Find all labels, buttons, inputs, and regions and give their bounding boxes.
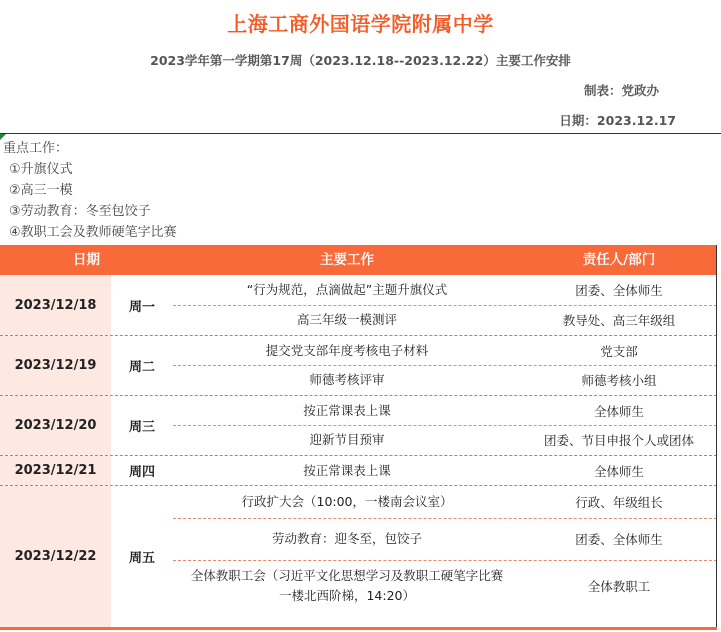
work-cell: “行为规范，点滴做起”主题升旗仪式	[246, 282, 448, 297]
focus-item: ①升旗仪式	[9, 162, 73, 177]
table-header	[0, 245, 717, 275]
work-cell: 师德考核评审	[309, 372, 385, 387]
date-cell: 2023/12/18	[0, 275, 111, 335]
resp-cell: 师德考核小组	[581, 373, 657, 388]
header-work: 主要工作	[320, 252, 374, 268]
weekday-cell: 周三	[128, 420, 155, 435]
resp-cell: 教导处、高三年级组	[562, 313, 676, 328]
weekday-cell: 周四	[128, 465, 155, 480]
page-subtitle: 2023学年第一学期第17周（2023.12.18--2023.12.22）主要工作安排	[150, 53, 571, 68]
date-label: 日期：2023.12.17	[559, 113, 676, 128]
focus-item: ③劳动教育：冬至包饺子	[9, 204, 151, 219]
resp-cell: 行政、年级组长	[575, 495, 663, 510]
weekday-cell: 周一	[128, 299, 155, 315]
focus-item: ②高三一模	[9, 183, 73, 198]
work-cell: 按正常课表上课	[303, 402, 391, 418]
resp-cell: 团委、全体师生	[575, 532, 663, 547]
work-cell: 劳动教育：迎冬至，包饺子	[271, 531, 422, 546]
focus-title: 重点工作：	[3, 141, 69, 156]
work-cell: 高三年级一模测评	[296, 312, 397, 327]
focus-item: ④教职工会及教师硬笔字比赛	[9, 225, 177, 240]
resp-cell: 全体师生	[593, 463, 644, 479]
weekday-cell: 周五	[128, 551, 155, 566]
date-cell: 2023/12/21	[0, 456, 111, 485]
resp-cell: 团委、全体师生	[575, 283, 663, 298]
maker-label: 制表：党政办	[583, 83, 659, 98]
resp-cell: 全体师生	[593, 403, 644, 419]
date-cell: 2023/12/20	[0, 396, 111, 455]
header-resp: 责任人/部门	[582, 252, 656, 268]
work-cell: 迎新节目预审	[309, 432, 385, 447]
schedule-table	[0, 245, 717, 632]
resp-cell: 团委、节目申报个人或团体	[543, 433, 694, 448]
resp-cell: 党支部	[600, 343, 638, 359]
date-cell: 2023/12/19	[0, 336, 111, 395]
weekday-cell: 周二	[128, 360, 155, 375]
table-bottom-bar	[0, 627, 717, 630]
page-title: 上海工商外国语学院附属中学	[227, 12, 494, 36]
work-cell: 提交党支部年度考核电子材料	[265, 342, 429, 358]
work-cell: 行政扩大会（10:00，一楼南会议室）	[241, 494, 453, 509]
resp-cell: 全体教职工	[587, 579, 651, 594]
table-right-border	[716, 245, 717, 628]
work-cell: 全体教职工会（习近平文化思想学习及教职工硬笔字比赛 一楼北西阶梯，14:20）	[190, 568, 504, 603]
date-cell: 2023/12/22	[0, 486, 111, 627]
work-cell: 按正常课表上课	[303, 462, 391, 478]
focus-section	[0, 133, 721, 243]
header-date: 日期	[73, 252, 100, 268]
